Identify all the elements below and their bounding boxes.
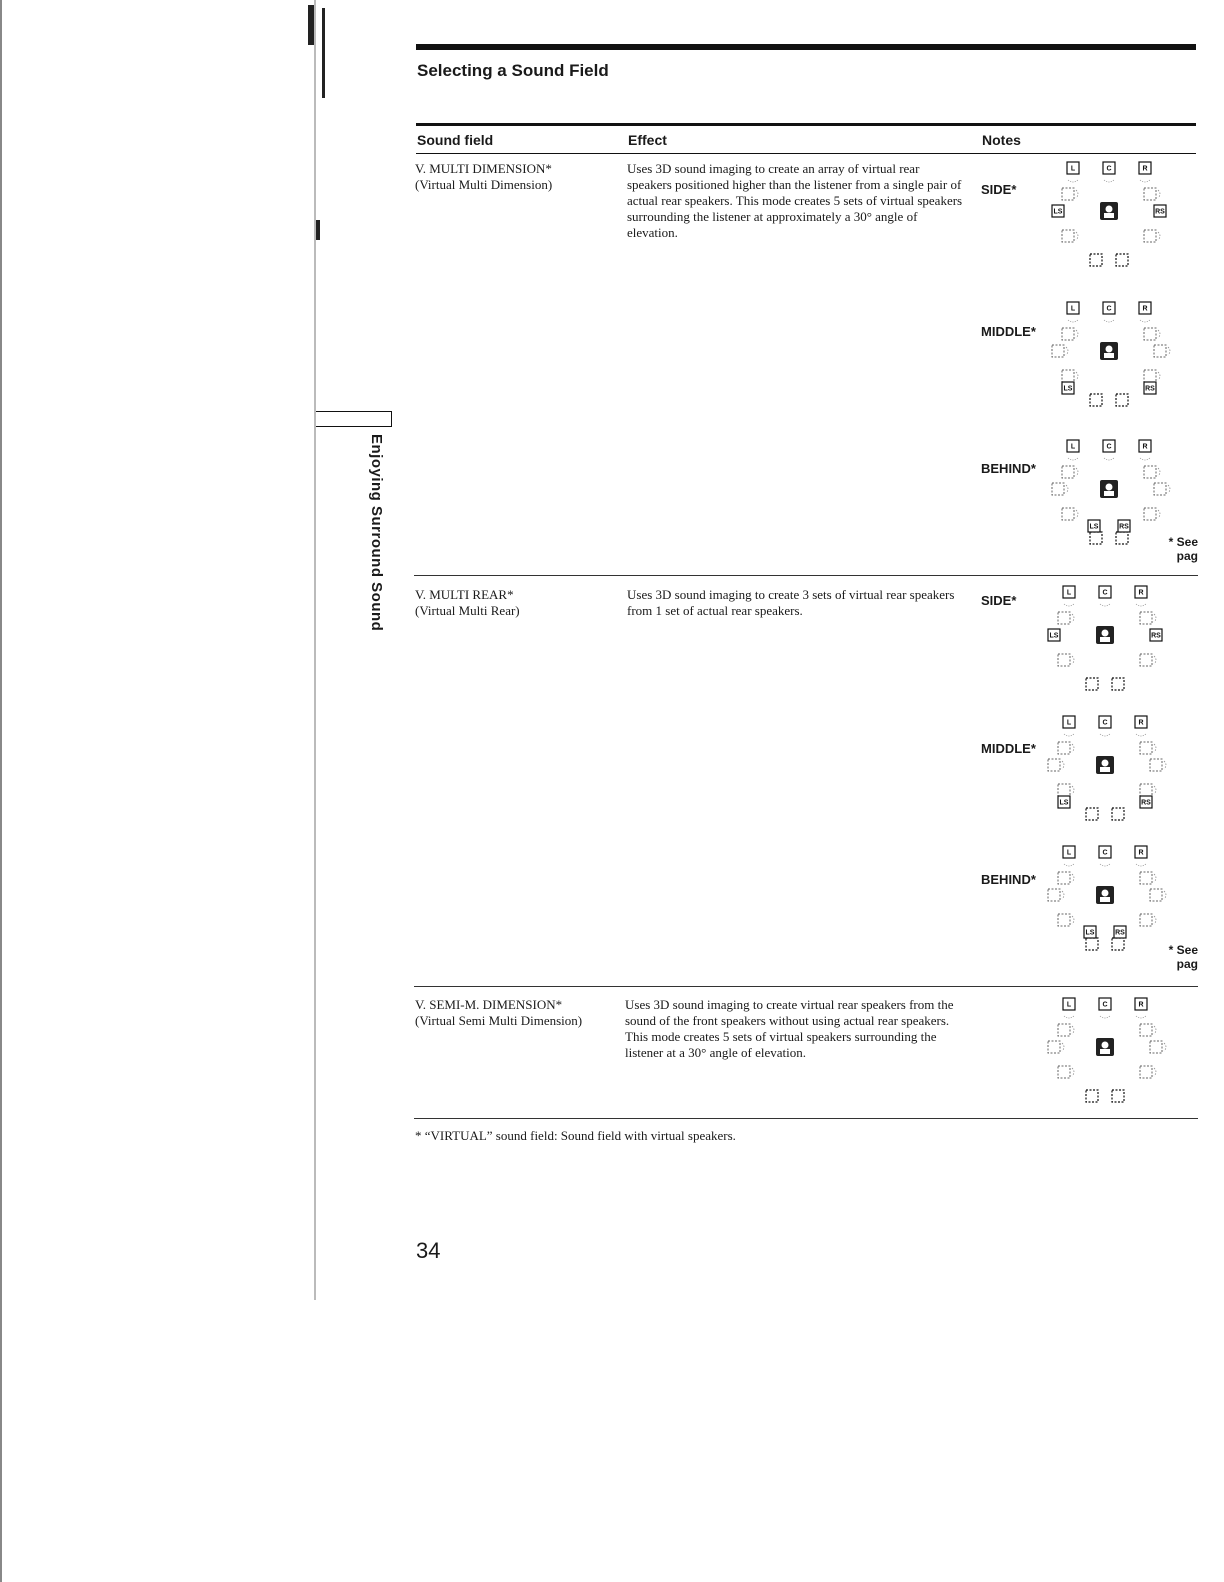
virtual-speaker-icon [1150, 759, 1166, 771]
svg-text:C: C [1106, 305, 1112, 313]
row1-mode-side: SIDE* [981, 182, 1017, 197]
speaker-diagram [1042, 840, 1172, 960]
sound-wave-icon [1068, 180, 1078, 182]
right-surround-speaker-icon [1140, 796, 1152, 808]
virtual-speaker-icon [1140, 1024, 1156, 1036]
margin-mark [308, 5, 314, 45]
section-title: Selecting a Sound Field [417, 61, 609, 80]
virtual-speaker-icon [1048, 889, 1064, 901]
row1-mode-middle: MIDDLE* [981, 324, 1036, 339]
virtual-speaker-icon [1062, 466, 1078, 478]
right-surround-speaker-icon [1144, 382, 1156, 394]
virtual-speaker-icon [1144, 328, 1160, 340]
svg-text:L: L [1066, 589, 1072, 597]
front-right-speaker-icon [1135, 586, 1147, 598]
sound-wave-icon [1104, 180, 1114, 182]
diagram-multi-dimension-behind [1046, 434, 1176, 554]
row3-field-subtitle: (Virtual Semi Multi Dimension) [415, 1013, 583, 1028]
virtual-rear-speaker-icon [1116, 394, 1128, 406]
listener-icon [1096, 756, 1114, 774]
virtual-speaker-icon [1140, 872, 1156, 884]
sound-wave-icon [1136, 864, 1146, 866]
row2-sound-field [415, 587, 520, 619]
side-tab: Enjoying Surround Sound [368, 434, 385, 632]
sound-wave-icon [1068, 320, 1078, 322]
sound-wave-icon [1100, 734, 1110, 736]
diagram-multi-rear-side [1042, 580, 1172, 700]
virtual-speaker-icon [1140, 654, 1156, 666]
svg-text:R: R [1138, 849, 1144, 857]
side-tab-box [316, 411, 392, 427]
sound-wave-icon [1100, 864, 1110, 866]
front-left-speaker-icon [1063, 586, 1075, 598]
virtual-speaker-icon [1048, 759, 1064, 771]
row-divider [414, 575, 1198, 576]
svg-text:R: R [1138, 589, 1144, 597]
virtual-speaker-icon [1150, 1041, 1166, 1053]
listener-icon [1096, 886, 1114, 904]
margin-mark [316, 220, 320, 240]
row2-see-line1: * See [1168, 943, 1198, 957]
svg-text:L: L [1070, 305, 1076, 313]
center-speaker-icon [1103, 440, 1115, 452]
table-top-rule [416, 123, 1196, 126]
row-divider [414, 986, 1198, 987]
sound-wave-icon [1064, 604, 1074, 606]
front-left-speaker-icon [1067, 302, 1079, 314]
front-left-speaker-icon [1067, 440, 1079, 452]
row2-see-line2: pag [1176, 957, 1198, 971]
right-surround-speaker-icon [1118, 520, 1130, 532]
sound-wave-icon [1140, 320, 1150, 322]
listener-icon [1096, 1038, 1114, 1056]
virtual-speaker-icon [1058, 1066, 1074, 1078]
front-right-speaker-icon [1139, 440, 1151, 452]
speaker-diagram [1046, 156, 1176, 276]
virtual-speaker-icon [1058, 914, 1074, 926]
sound-wave-icon [1100, 604, 1110, 606]
row3-field-name: V. SEMI-M. DIMENSION* [415, 997, 563, 1012]
sound-wave-icon [1104, 320, 1114, 322]
front-right-speaker-icon [1135, 998, 1147, 1010]
speaker-diagram [1046, 296, 1176, 416]
row3-effect: Uses 3D sound imaging to create virtual rear speakers from the sound of the front speakers without using actual rear speakers. This mode creates 5 sets of virtual speakers surrounding the listener at a 30° angle of elevation. [625, 997, 954, 1060]
virtual-speaker-icon [1058, 1024, 1074, 1036]
svg-text:R: R [1138, 719, 1144, 727]
speaker-diagram [1046, 434, 1176, 554]
listener-icon [1096, 626, 1114, 644]
sound-wave-icon [1064, 864, 1074, 866]
sound-wave-icon [1140, 458, 1150, 460]
row1-field-subtitle: (Virtual Multi Dimension) [415, 177, 553, 192]
row1-field-name: V. MULTI DIMENSION* [415, 161, 552, 176]
sound-wave-icon [1136, 604, 1146, 606]
svg-text:LS: LS [1049, 632, 1059, 640]
column-header-effect: Effect [628, 132, 667, 148]
svg-text:LS: LS [1053, 208, 1063, 216]
virtual-speaker-icon [1140, 914, 1156, 926]
virtual-speaker-icon [1058, 654, 1074, 666]
svg-text:LS: LS [1089, 523, 1099, 531]
row2-mode-side: SIDE* [981, 593, 1017, 608]
virtual-rear-speaker-icon [1086, 678, 1098, 690]
footnote: * “VIRTUAL” sound field: Sound field with virtual speakers. [415, 1128, 736, 1143]
center-speaker-icon [1099, 586, 1111, 598]
row2-mode-middle: MIDDLE* [981, 741, 1036, 756]
row1-sound-field [415, 161, 552, 193]
virtual-speaker-icon [1048, 1041, 1064, 1053]
virtual-speaker-icon [1140, 1066, 1156, 1078]
svg-text:C: C [1106, 443, 1112, 451]
svg-text:RS: RS [1141, 799, 1151, 807]
virtual-rear-speaker-icon [1112, 938, 1124, 950]
listener-icon [1100, 342, 1118, 360]
center-speaker-icon [1099, 998, 1111, 1010]
svg-text:RS: RS [1155, 208, 1165, 216]
svg-text:L: L [1066, 1001, 1072, 1009]
virtual-speaker-icon [1144, 188, 1160, 200]
svg-text:R: R [1142, 443, 1148, 451]
left-surround-speaker-icon [1084, 926, 1096, 938]
center-speaker-icon [1103, 162, 1115, 174]
virtual-rear-speaker-icon [1112, 1090, 1124, 1102]
row2-mode-behind: BEHIND* [981, 872, 1036, 887]
svg-text:C: C [1102, 589, 1108, 597]
virtual-rear-speaker-icon [1116, 254, 1128, 266]
virtual-rear-speaker-icon [1086, 938, 1098, 950]
virtual-rear-speaker-icon [1090, 254, 1102, 266]
virtual-speaker-icon [1144, 370, 1160, 382]
row1-effect: Uses 3D sound imaging to create an array of virtual rear speakers positioned higher than the listener from a single pair of actual rear speakers. This mode creates 5 sets of virtual speakers surrounding the listener at approximately a 30° angle of elevation. [627, 161, 963, 240]
diagram-multi-dimension-side [1046, 156, 1176, 276]
front-left-speaker-icon [1063, 846, 1075, 858]
virtual-speaker-icon [1062, 328, 1078, 340]
front-left-speaker-icon [1063, 998, 1075, 1010]
page-number: 34 [416, 1238, 441, 1263]
virtual-rear-speaker-icon [1086, 1090, 1098, 1102]
diagram-multi-rear-middle [1042, 710, 1172, 830]
diagram-multi-rear-behind [1042, 840, 1172, 960]
center-speaker-icon [1103, 302, 1115, 314]
front-left-speaker-icon [1063, 716, 1075, 728]
virtual-rear-speaker-icon [1112, 678, 1124, 690]
svg-text:L: L [1066, 849, 1072, 857]
svg-text:C: C [1102, 1001, 1108, 1009]
svg-text:L: L [1066, 719, 1072, 727]
right-surround-speaker-icon [1114, 926, 1126, 938]
virtual-speaker-icon [1154, 483, 1170, 495]
virtual-speaker-icon [1062, 230, 1078, 242]
virtual-speaker-icon [1154, 345, 1170, 357]
sound-wave-icon [1136, 734, 1146, 736]
top-bar [416, 44, 1196, 50]
virtual-speaker-icon [1140, 742, 1156, 754]
diagram-multi-dimension-middle [1046, 296, 1176, 416]
virtual-speaker-icon [1062, 370, 1078, 382]
listener-icon [1100, 480, 1118, 498]
header-rule [416, 153, 1196, 154]
speaker-diagram [1042, 992, 1172, 1112]
svg-text:L: L [1070, 443, 1076, 451]
row1-mode-behind: BEHIND* [981, 461, 1036, 476]
page-binding-edge [0, 0, 2, 1582]
virtual-speaker-icon [1052, 483, 1068, 495]
svg-text:RS: RS [1145, 385, 1155, 393]
sound-wave-icon [1140, 180, 1150, 182]
virtual-speaker-icon [1144, 466, 1160, 478]
svg-text:R: R [1142, 305, 1148, 313]
virtual-rear-speaker-icon [1090, 532, 1102, 544]
speaker-diagram [1042, 580, 1172, 700]
left-surround-speaker-icon [1048, 629, 1060, 641]
row1-see-line1: * See [1168, 535, 1198, 549]
row2-field-name: V. MULTI REAR* [415, 587, 514, 602]
virtual-speaker-icon [1058, 872, 1074, 884]
front-right-speaker-icon [1135, 716, 1147, 728]
diagram-semi-multi-dimension [1042, 992, 1172, 1112]
sound-wave-icon [1068, 458, 1078, 460]
svg-text:LS: LS [1085, 929, 1095, 937]
virtual-speaker-icon [1062, 188, 1078, 200]
sound-wave-icon [1064, 734, 1074, 736]
svg-text:RS: RS [1119, 523, 1129, 531]
virtual-rear-speaker-icon [1112, 808, 1124, 820]
center-speaker-icon [1099, 846, 1111, 858]
listener-icon [1100, 202, 1118, 220]
column-header-sound-field: Sound field [417, 132, 494, 148]
svg-text:R: R [1142, 165, 1148, 173]
svg-text:C: C [1106, 165, 1112, 173]
margin-mark [322, 8, 325, 98]
sound-wave-icon [1100, 1016, 1110, 1018]
table-bottom-rule [414, 1118, 1198, 1119]
virtual-speaker-icon [1058, 784, 1074, 796]
sound-wave-icon [1136, 1016, 1146, 1018]
row1-see-line2: pag [1176, 549, 1198, 563]
row3-sound-field [415, 997, 582, 1029]
front-left-speaker-icon [1067, 162, 1079, 174]
svg-text:C: C [1102, 719, 1108, 727]
row2-effect: Uses 3D sound imaging to create 3 sets of virtual rear speakers from 1 set of actual rear speakers. [627, 587, 955, 618]
svg-text:LS: LS [1059, 799, 1069, 807]
virtual-speaker-icon [1062, 508, 1078, 520]
virtual-speaker-icon [1150, 889, 1166, 901]
margin-line [314, 0, 316, 1300]
svg-text:R: R [1138, 1001, 1144, 1009]
speaker-diagram [1042, 710, 1172, 830]
virtual-rear-speaker-icon [1086, 808, 1098, 820]
column-header-notes: Notes [982, 132, 1021, 148]
row2-field-subtitle: (Virtual Multi Rear) [415, 603, 520, 618]
front-right-speaker-icon [1139, 302, 1151, 314]
sound-wave-icon [1104, 458, 1114, 460]
right-surround-speaker-icon [1150, 629, 1162, 641]
svg-text:RS: RS [1151, 632, 1161, 640]
svg-text:L: L [1070, 165, 1076, 173]
virtual-speaker-icon [1058, 742, 1074, 754]
virtual-speaker-icon [1058, 612, 1074, 624]
virtual-speaker-icon [1140, 784, 1156, 796]
svg-text:LS: LS [1063, 385, 1073, 393]
right-surround-speaker-icon [1154, 205, 1166, 217]
virtual-speaker-icon [1052, 345, 1068, 357]
virtual-speaker-icon [1144, 230, 1160, 242]
left-surround-speaker-icon [1052, 205, 1064, 217]
virtual-speaker-icon [1144, 508, 1160, 520]
virtual-rear-speaker-icon [1116, 532, 1128, 544]
virtual-rear-speaker-icon [1090, 394, 1102, 406]
virtual-speaker-icon [1140, 612, 1156, 624]
left-surround-speaker-icon [1088, 520, 1100, 532]
center-speaker-icon [1099, 716, 1111, 728]
sound-wave-icon [1064, 1016, 1074, 1018]
left-surround-speaker-icon [1062, 382, 1074, 394]
svg-text:C: C [1102, 849, 1108, 857]
front-right-speaker-icon [1135, 846, 1147, 858]
left-surround-speaker-icon [1058, 796, 1070, 808]
svg-text:RS: RS [1115, 929, 1125, 937]
front-right-speaker-icon [1139, 162, 1151, 174]
